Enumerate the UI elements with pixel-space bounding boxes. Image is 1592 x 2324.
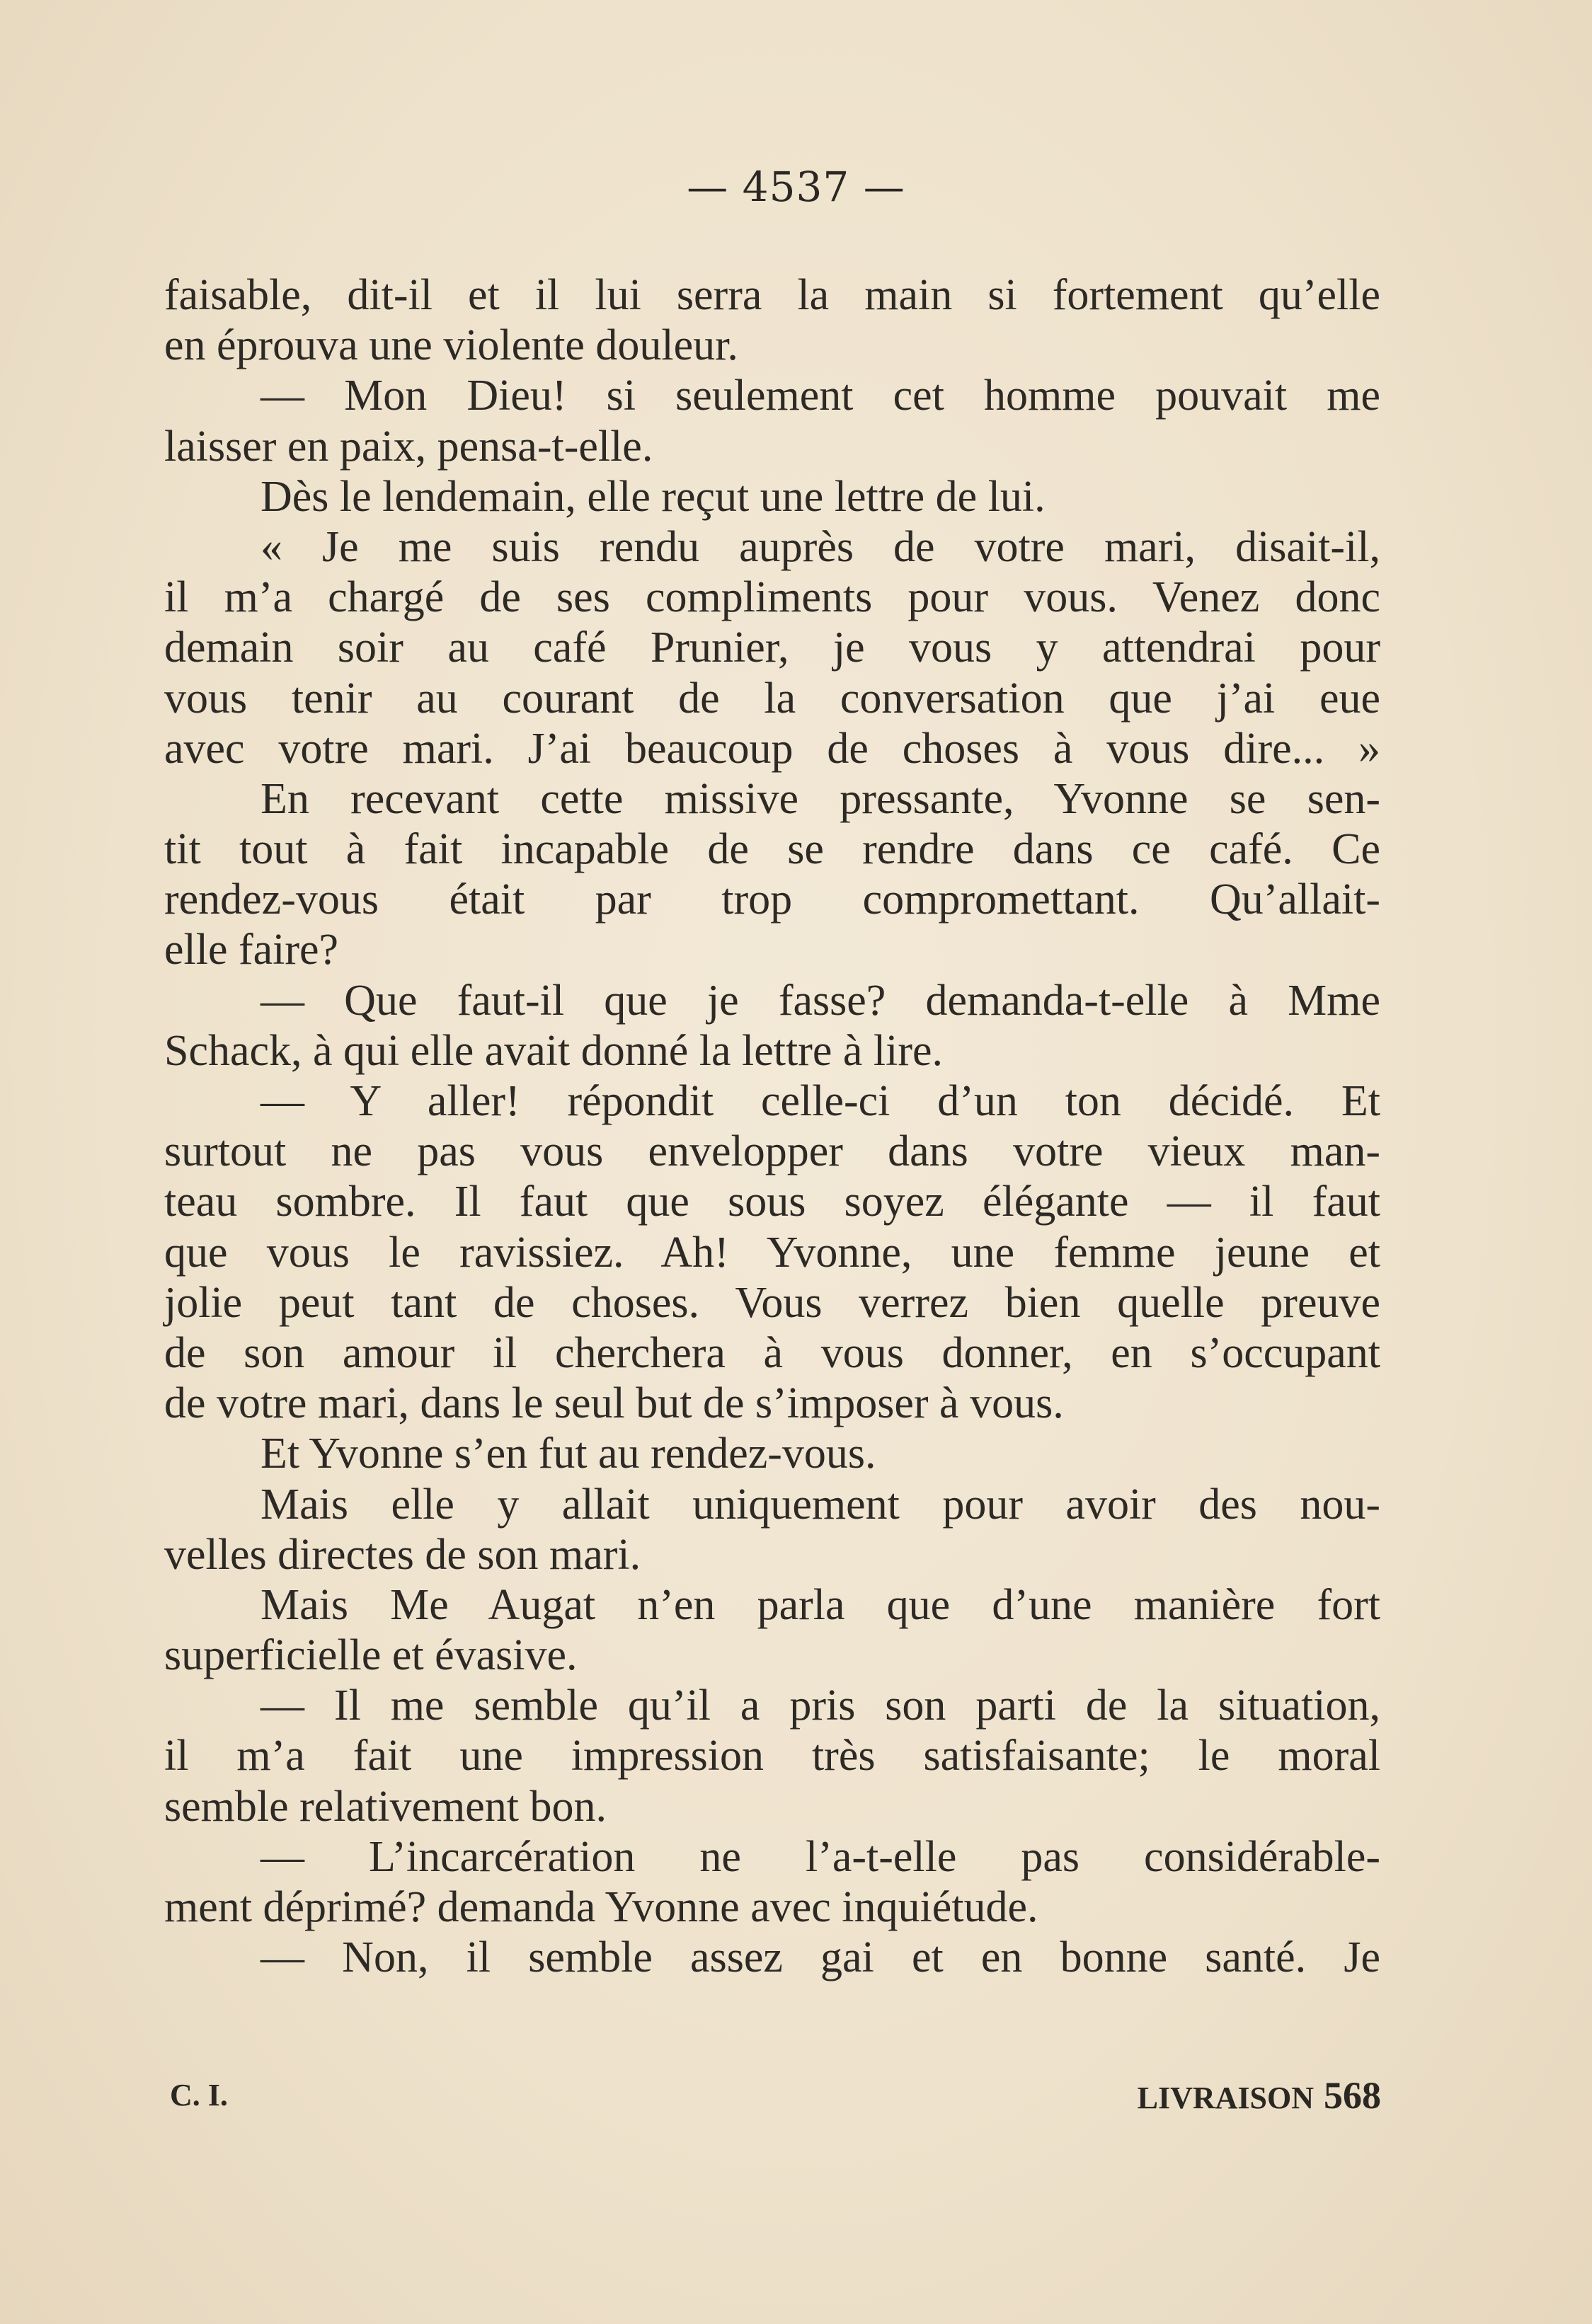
text-line: En recevant cette missive pressante, Yvonne se sen- <box>260 774 1380 823</box>
text-line: « Je me suis rendu auprès de votre mari, disait-il, <box>260 522 1380 571</box>
text-line: tit tout à fait incapable de se rendre dans ce café. Ce <box>164 825 1380 874</box>
text-line: — Y aller! répondit celle-ci d’un ton décidé. Et <box>260 1077 1380 1125</box>
text-line: de son amour il cherchera à vous donner, en s’occupant <box>164 1328 1380 1377</box>
text-line: que vous le ravissiez. Ah! Yvonne, une femme jeune et <box>164 1228 1380 1277</box>
body-text <box>164 270 1380 1983</box>
text-line: superficielle et évasive. <box>164 1631 578 1680</box>
text-line: faisable, dit-il et il lui serra la main si fortement qu’elle <box>164 271 1380 319</box>
text-line: Mais Me Augat n’en parla que d’une manière fort <box>260 1580 1380 1629</box>
text-line: elle faire? <box>164 926 339 974</box>
text-line: — L’incarcération ne l’a-t-elle pas considérable- <box>260 1832 1380 1881</box>
text-line: surtout ne pas vous envelopper dans votre vieux man- <box>164 1127 1380 1176</box>
text-line: vous tenir au courant de la conversation que j’ai eue <box>164 674 1380 723</box>
livraison-label: LIVRAISON <box>1137 2081 1314 2115</box>
text-line: teau sombre. Il faut que sous soyez élégante — il faut <box>164 1178 1380 1226</box>
footer-signature: C. I. <box>170 2078 228 2112</box>
text-line: — Mon Dieu! si seulement cet homme pouvait me <box>260 372 1380 420</box>
text-line: laisser en paix, pensa-t-elle. <box>164 422 653 471</box>
text-line: rendez-vous était par trop compromettant. Qu’allait- <box>164 875 1380 924</box>
text-line: Et Yvonne s’en fut au rendez-vous. <box>260 1430 876 1478</box>
text-line: en éprouva une violente douleur. <box>164 321 738 370</box>
text-line: semble relativement bon. <box>164 1782 607 1831</box>
text-line: — Non, il semble assez gai et en bonne santé. Je <box>260 1933 1380 1982</box>
text-line: avec votre mari. J’ai beaucoup de choses à vous dire... » <box>164 724 1380 773</box>
text-line: il m’a fait une impression très satisfaisante; le moral <box>164 1732 1380 1781</box>
text-line: il m’a chargé de ses compliments pour vous. Venez donc <box>164 573 1380 622</box>
text-line: de votre mari, dans le seul but de s’imposer à vous. <box>164 1379 1064 1428</box>
livraison-number: 568 <box>1324 2074 1381 2117</box>
text-line: — Que faut-il que je fasse? demanda-t-elle à Mme <box>260 976 1380 1025</box>
text-line: Dès le lendemain, elle reçut une lettre de lui. <box>260 472 1046 521</box>
text-line: — Il me semble qu’il a pris son parti de la situation, <box>260 1681 1380 1730</box>
text-line: ment déprimé? demanda Yvonne avec inquiétude. <box>164 1883 1038 1931</box>
page-number: — 4537 — <box>687 163 905 211</box>
text-line: demain soir au café Prunier, je vous y attendrai pour <box>164 623 1380 672</box>
footer-livraison <box>1138 2073 1381 2117</box>
text-line: Mais elle y allait uniquement pour avoir des nou- <box>260 1480 1380 1529</box>
text-line: Schack, à qui elle avait donné la lettre à lire. <box>164 1026 944 1075</box>
text-line: velles directes de son mari. <box>164 1530 641 1579</box>
text-line: jolie peut tant de choses. Vous verrez bien quelle preuve <box>164 1278 1380 1327</box>
